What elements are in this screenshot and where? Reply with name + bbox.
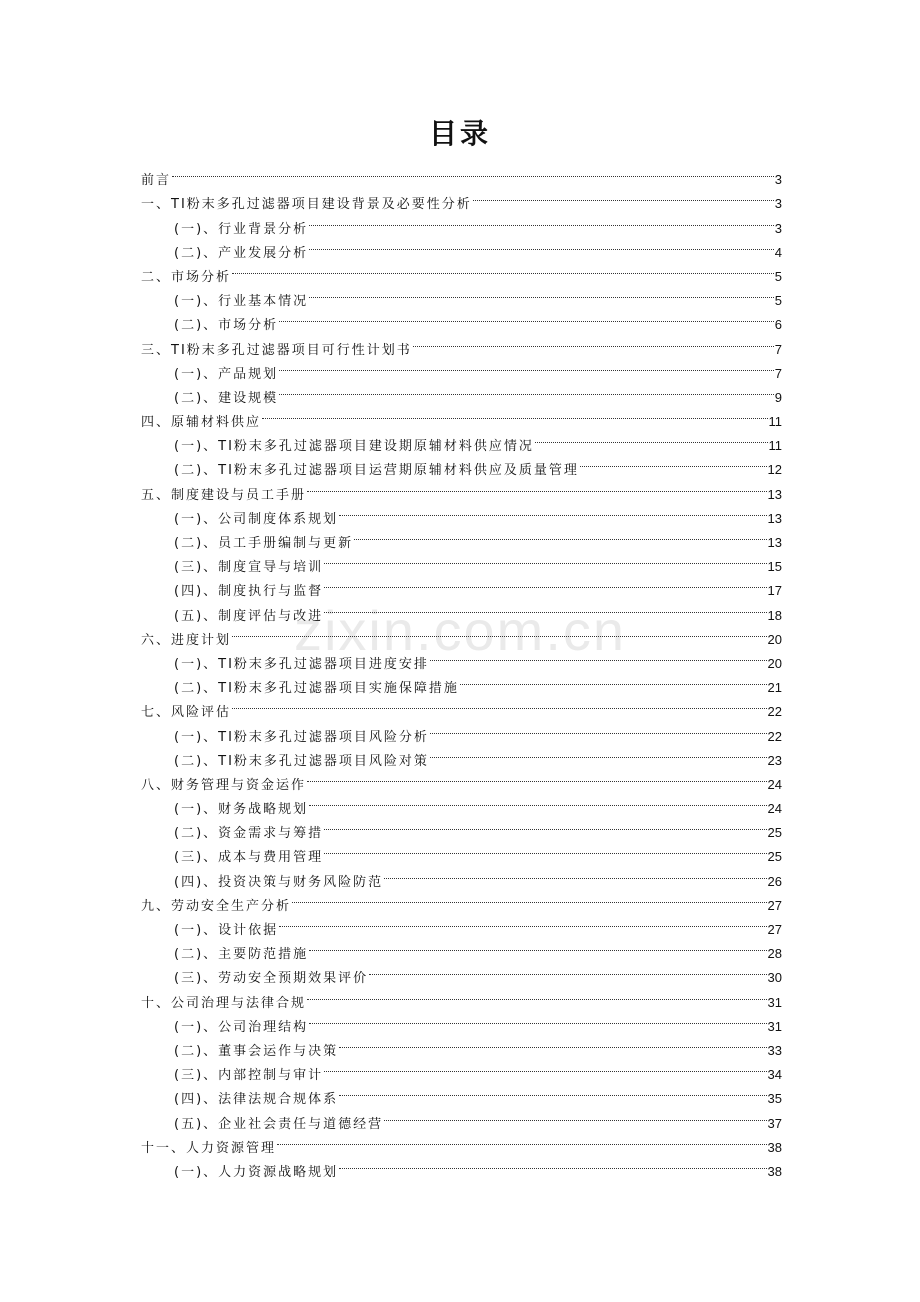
toc-entry-label: (二)、产业发展分析 [174,245,309,261]
toc-entry-label: 二、市场分析 [141,269,232,285]
toc-dot-leader [309,789,766,813]
toc-dot-leader [339,1031,766,1055]
toc-dot-leader [339,1079,766,1103]
toc-dot-leader [413,329,774,353]
toc-entry-page-number: 38 [767,1163,782,1179]
toc-entry-page-number: 33 [767,1042,782,1058]
toc-entry-page-number: 12 [767,462,782,478]
toc-entry-label: (三)、内部控制与审计 [174,1068,324,1084]
toc-dot-leader [262,402,767,426]
toc-entry-label: (二)、TI粉末多孔过滤器项目风险对策 [174,753,429,769]
toc-entry-page-number: 35 [767,1091,782,1107]
toc-dot-leader [307,765,767,789]
toc-dot-leader [279,354,774,378]
toc-entry-page-number: 3 [774,196,782,212]
toc-dot-leader [309,208,774,232]
toc-entry-label: (五)、制度评估与改进 [174,608,324,624]
toc-entry-page-number: 7 [774,365,782,381]
toc-entry-page-number: 5 [774,293,782,309]
toc-entry-page-number: 24 [767,776,782,792]
toc-entry-label: (三)、成本与费用管理 [174,850,324,866]
toc-dot-leader [232,620,767,644]
toc-entry-label: (一)、TI粉末多孔过滤器项目风险分析 [174,729,429,745]
toc-entry-page-number: 9 [774,389,782,405]
toc-entry-page-number: 5 [774,268,782,284]
toc-entry-page-number: 31 [767,994,782,1010]
toc-dot-leader [279,305,774,329]
toc-dot-leader [535,426,768,450]
toc-dot-leader [309,233,774,257]
toc-entry-label: 八、财务管理与资金运作 [141,777,307,793]
toc-dot-leader [309,281,774,305]
toc-entry-label: (四)、投资决策与财务风险防范 [174,874,384,890]
toc-entry-page-number: 13 [767,510,782,526]
toc-entry-label: (二)、TI粉末多孔过滤器项目运营期原辅材料供应及质量管理 [174,463,579,479]
toc-entry-label: 九、劳动安全生产分析 [141,898,292,914]
toc-dot-leader [324,547,766,571]
toc-dot-leader [309,934,766,958]
toc-entry-label: (三)、劳动安全预期效果评价 [174,971,369,987]
toc-dot-leader [430,644,767,668]
toc-entry-label: (二)、员工手册编制与更新 [174,536,354,551]
toc-dot-leader [309,1007,766,1031]
toc-entry-label: (五)、企业社会责任与道德经营 [174,1116,384,1132]
toc-entry-page-number: 28 [767,946,782,962]
toc-entry-label: (一)、产品规划 [174,366,279,382]
toc-dot-leader [172,160,774,184]
toc-dot-leader [232,257,774,281]
toc-entry-label: (一)、人力资源战略规划 [174,1164,339,1180]
toc-entry-label: (四)、法律法规合规体系 [174,1092,339,1108]
toc-entry-label: (四)、制度执行与监督 [174,584,324,600]
toc-entry-chapter[interactable] [141,184,782,213]
toc-dot-leader [307,474,767,498]
toc-dot-leader [473,184,774,208]
toc-dot-leader [232,692,767,716]
toc-entry-label: (二)、TI粉末多孔过滤器项目实施保障措施 [174,681,459,697]
table-of-contents [141,160,782,1180]
toc-entry-section[interactable] [141,281,782,310]
toc-entry-label: (二)、主要防范措施 [174,947,309,963]
toc-entry-label: (一)、财务战略规划 [174,802,309,818]
toc-dot-leader [292,886,767,910]
toc-entry-page-number: 18 [767,607,782,623]
toc-entry-page-number: 20 [767,655,782,671]
toc-entry-label: 五、制度建设与员工手册 [141,487,307,503]
toc-dot-leader [384,861,766,885]
toc-entry-label: (一)、公司制度体系规划 [174,511,339,527]
toc-entry-page-number: 23 [767,752,782,768]
toc-entry-page-number: 27 [767,922,782,937]
toc-dot-leader [324,571,766,595]
toc-dot-leader [384,1103,766,1127]
toc-entry-label: (二)、建设规模 [174,390,279,406]
toc-entry-label: (一)、设计依据 [174,923,279,938]
toc-entry-page-number: 38 [767,1139,782,1155]
toc-entry-section[interactable] [141,644,782,672]
toc-entry-label: 三、TI粉末多孔过滤器项目可行性计划书 [141,342,412,358]
toc-entry-page-number: 17 [767,583,782,599]
toc-entry-page-number: 31 [767,1018,782,1034]
toc-dot-leader [324,1055,766,1079]
toc-entry-page-number: 3 [774,220,782,236]
toc-entry-chapter[interactable] [141,257,782,285]
toc-entry-page-number: 4 [774,244,782,260]
toc-entry-label: (二)、资金需求与筹措 [174,826,324,842]
toc-entry-page-number: 13 [767,535,782,550]
toc-entry-page-number: 20 [767,631,782,647]
toc-entry-page-number: 26 [767,873,782,889]
toc-entry-chapter[interactable] [141,160,782,189]
toc-dot-leader [430,741,767,765]
toc-entry-page-number: 3 [774,172,782,188]
toc-entry-chapter[interactable] [141,620,782,648]
toc-dot-leader [369,958,766,982]
toc-dot-leader [324,813,766,837]
toc-entry-page-number: 37 [767,1115,782,1131]
toc-entry-page-number: 6 [774,317,782,333]
toc-entry-page-number: 22 [767,728,782,744]
toc-entry-page-number: 13 [767,486,782,502]
toc-entry-label: (一)、TI粉末多孔过滤器项目建设期原辅材料供应情况 [174,439,534,455]
toc-entry-chapter[interactable] [141,692,782,721]
toc-entry-page-number: 25 [767,825,782,841]
toc-entry-label: 一、TI粉末多孔过滤器项目建设背景及必要性分析 [141,197,472,213]
toc-dot-leader [279,910,766,934]
toc-entry-page-number: 11 [768,438,782,454]
toc-entry-label: (三)、制度宣导与培训 [174,560,324,576]
toc-entry-label: 六、进度计划 [141,632,232,648]
toc-entry-label: (二)、市场分析 [174,318,279,334]
toc-entry-page-number: 11 [768,414,782,430]
toc-entry-page-number: 7 [774,341,782,357]
toc-entry-label: 七、风险评估 [141,705,232,721]
toc-title: 目录 [428,117,491,150]
toc-entry-page-number: 24 [767,801,782,817]
toc-dot-leader [279,378,774,402]
toc-entry-page-number: 22 [767,704,782,720]
toc-dot-leader [339,1152,766,1176]
toc-entry-label: (一)、公司治理结构 [174,1019,309,1035]
toc-entry-page-number: 27 [767,897,782,913]
toc-dot-leader [324,595,766,619]
toc-entry-label: 前言 [141,173,172,189]
toc-dot-leader [430,716,767,740]
toc-dot-leader [580,450,767,474]
toc-dot-leader [307,982,767,1006]
toc-dot-leader [339,499,766,523]
toc-dot-leader [324,837,766,861]
toc-entry-label: (一)、TI粉末多孔过滤器项目进度安排 [174,656,429,672]
toc-entry-page-number: 30 [767,970,782,986]
toc-entry-label: 四、原辅材料供应 [141,415,262,431]
toc-entry-label: (一)、行业基本情况 [174,294,309,310]
toc-dot-leader [460,668,767,692]
toc-dot-leader [277,1128,767,1152]
toc-dot-leader [354,523,766,547]
toc-entry-page-number: 21 [767,680,782,696]
toc-entry-label: 十一、人力资源管理 [141,1140,277,1156]
toc-entry-page-number: 25 [767,849,782,865]
toc-entry-label: (一)、行业背景分析 [174,221,309,237]
watermark: zixin.com.cn [293,599,627,662]
toc-entry-page-number: 15 [767,559,782,575]
toc-entry-section[interactable] [141,716,782,745]
toc-entry-page-number: 34 [767,1067,782,1083]
toc-entry-label: (二)、董事会运作与决策 [174,1043,339,1059]
toc-entry-label: 十、公司治理与法律合规 [141,995,307,1011]
